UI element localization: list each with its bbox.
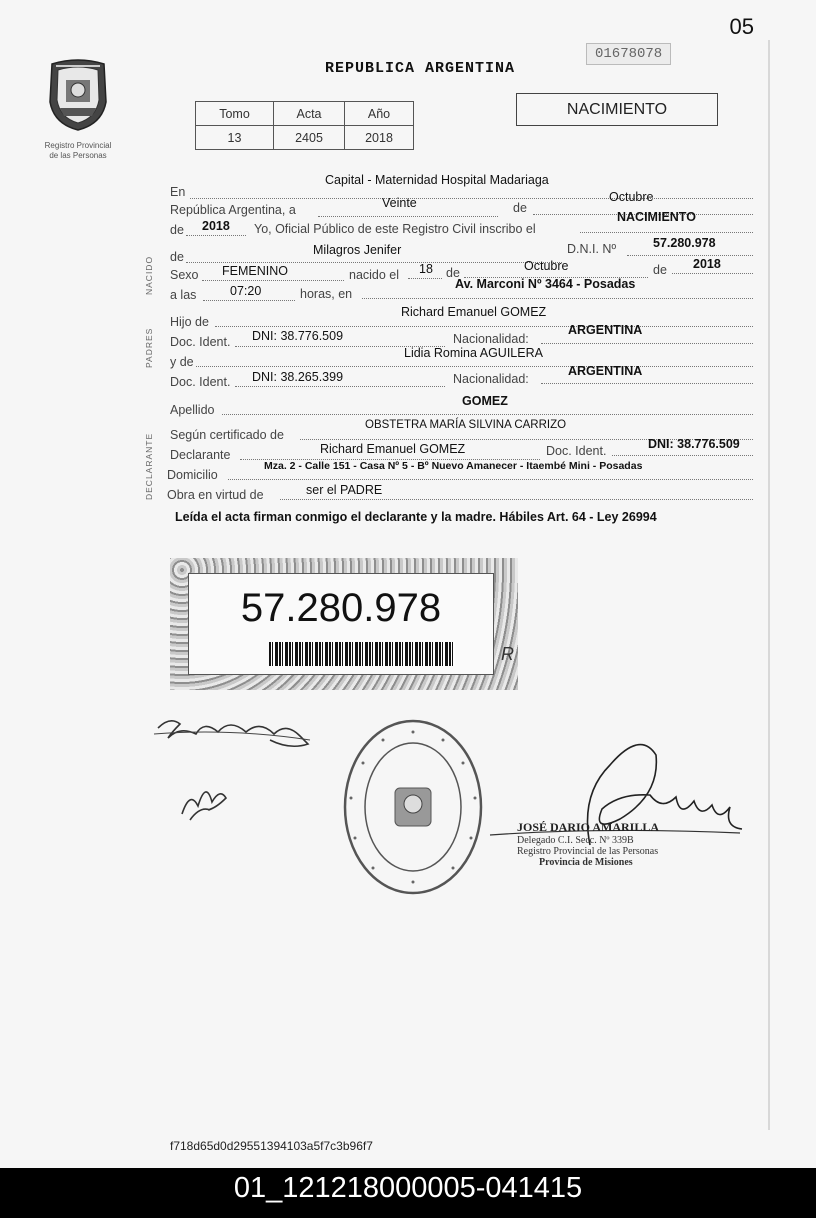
- field-place: Capital - Maternidad Hospital Madariaga: [325, 173, 549, 187]
- field-month: Octubre: [609, 190, 654, 204]
- field-padre-doc: DNI: 38.776.509: [252, 329, 344, 343]
- dotted-line: [190, 198, 753, 199]
- field-domicilio: Mza. 2 - Calle 151 - Casa Nº 5 - Bº Nuevo Amanecer - Itaembé Mini - Posadas: [264, 460, 643, 472]
- document-title: REPUBLICA ARGENTINA: [325, 60, 516, 77]
- label-apellido: Apellido: [170, 403, 215, 417]
- label-registro: Yo, Oficial Público de este Registro Civil inscribo el: [254, 222, 536, 236]
- label-nacido: nacido el: [349, 268, 400, 282]
- dotted-line: [186, 235, 246, 236]
- official-office: Registro Provincial de las Personas: [517, 846, 659, 857]
- official-seal: [343, 718, 483, 896]
- label-de-nombre: de: [170, 250, 184, 264]
- field-nombre: Milagros Jenifer: [313, 243, 402, 257]
- dotted-line: [203, 300, 295, 301]
- field-sexo: FEMENINO: [222, 264, 288, 278]
- label-doc-padre: Doc. Ident.: [170, 335, 231, 349]
- field-declarante-doc: DNI: 38.776.509: [648, 437, 740, 451]
- label-de-birth-year: de: [653, 263, 667, 277]
- dotted-line: [580, 232, 753, 233]
- label-doc-madre: Doc. Ident.: [170, 375, 231, 389]
- dotted-line: [228, 479, 753, 480]
- dni-card-number: 57.280.978: [240, 586, 442, 630]
- label-de: de: [513, 201, 527, 215]
- label-de-birth: de: [446, 266, 460, 280]
- label-dni: D.N.I. Nº: [567, 242, 617, 256]
- field-padre-nac: ARGENTINA: [568, 323, 643, 337]
- label-nacionalidad-madre: Nacionalidad:: [453, 372, 529, 386]
- label-alas: a las: [170, 288, 197, 302]
- register-header-row: [196, 102, 414, 126]
- field-dni: 57.280.978: [653, 236, 716, 250]
- declarant-signature: [150, 710, 320, 840]
- logo-caption-line1: Registro Provincial: [44, 141, 112, 150]
- field-birth-month: Octubre: [524, 259, 569, 273]
- dotted-line: [627, 255, 753, 256]
- label-domicilio: Domicilio: [167, 468, 218, 482]
- label-de-year: de: [170, 223, 184, 237]
- dotted-line: [215, 326, 753, 327]
- dotted-line: [541, 343, 753, 344]
- side-label-nacido: NACIDO: [144, 255, 154, 295]
- label-en: En: [170, 185, 186, 199]
- register-value-row: [196, 126, 414, 150]
- register-value-tomo: 13: [196, 126, 274, 150]
- label-nacionalidad-padre: Nacionalidad:: [453, 332, 529, 346]
- dotted-line: [362, 298, 753, 299]
- dotted-line: [202, 280, 344, 281]
- field-hora: 07:20: [230, 284, 262, 298]
- register-header-acta: Acta: [274, 102, 345, 126]
- dotted-line: [672, 273, 753, 274]
- dotted-line: [235, 386, 445, 387]
- label-certificado: Según certificado de: [170, 428, 284, 442]
- logo-caption-line2: de las Personas: [49, 151, 107, 160]
- label-doc-declarante: Doc. Ident.: [546, 444, 607, 458]
- registro-provincial-logo: [42, 58, 114, 161]
- document-hash: f718d65d0d29551394103a5f7c3b96f7: [170, 1139, 373, 1153]
- footer-id: 01_121218000005-041415: [233, 1172, 583, 1204]
- label-horas: horas, en: [300, 287, 353, 301]
- page-number: 05: [729, 14, 754, 39]
- dotted-line: [196, 366, 753, 367]
- field-madre: Lidia Romina AGUILERA: [404, 346, 543, 360]
- field-madre-nac: ARGENTINA: [568, 364, 643, 378]
- barcode-icon: [269, 642, 455, 666]
- field-declarante: Richard Emanuel GOMEZ: [320, 442, 466, 456]
- field-certificado: OBSTETRA MARÍA SILVINA CARRIZO: [365, 419, 567, 431]
- register-table: [195, 101, 414, 150]
- dotted-line: [612, 455, 753, 456]
- serial-stamp: 01678078: [586, 43, 671, 65]
- label-republica: República Argentina, a: [170, 203, 296, 217]
- official-name: JOSÉ DARIO AMARILLA: [517, 820, 660, 834]
- register-value-ano: 2018: [345, 126, 414, 150]
- field-day-word: Veinte: [382, 196, 417, 210]
- label-declarante: Declarante: [170, 448, 231, 462]
- sheet-edge: [768, 40, 770, 1130]
- field-inscribo: NACIMIENTO: [617, 210, 696, 224]
- logo-caption: [42, 141, 114, 161]
- official-province: Provincia de Misiones: [539, 857, 633, 868]
- official-title: Delegado C.I. Secc. Nº 339B: [517, 835, 634, 846]
- official-signature-block: [517, 820, 659, 868]
- dni-card: [170, 558, 518, 690]
- province-crest-icon: [42, 58, 114, 132]
- dotted-line: [408, 278, 442, 279]
- field-apellido: GOMEZ: [462, 394, 508, 408]
- label-hijo: Hijo de: [170, 315, 209, 329]
- side-label-declarante: DECLARANTE: [144, 432, 154, 500]
- field-birth-day: 18: [419, 262, 433, 276]
- field-madre-doc: DNI: 38.265.399: [252, 370, 344, 384]
- record-type-box: NACIMIENTO: [516, 93, 718, 126]
- register-header-ano: Año: [345, 102, 414, 126]
- closing-statement: Leída el acta firman conmigo el declarante y la madre. Hábiles Art. 64 - Ley 26994: [175, 510, 657, 524]
- dotted-line: [222, 414, 753, 415]
- dotted-line: [541, 383, 753, 384]
- field-birth-year: 2018: [693, 257, 721, 271]
- dni-card-inner: [188, 573, 494, 675]
- dni-card-mark: R: [501, 644, 514, 664]
- label-y-de: y de: [170, 355, 194, 369]
- footer-bar: [0, 1168, 816, 1218]
- label-sexo: Sexo: [170, 268, 199, 282]
- register-header-tomo: Tomo: [196, 102, 274, 126]
- field-obra: ser el PADRE: [306, 483, 383, 497]
- dotted-line: [186, 262, 562, 263]
- field-padre: Richard Emanuel GOMEZ: [401, 305, 547, 319]
- field-year: 2018: [202, 219, 230, 233]
- dotted-line: [280, 499, 753, 500]
- field-birth-address: Av. Marconi Nº 3464 - Posadas: [455, 277, 636, 291]
- label-obra: Obra en virtud de: [167, 488, 264, 502]
- side-label-padres: PADRES: [144, 327, 154, 368]
- register-value-acta: 2405: [274, 126, 345, 150]
- dotted-line: [318, 216, 498, 217]
